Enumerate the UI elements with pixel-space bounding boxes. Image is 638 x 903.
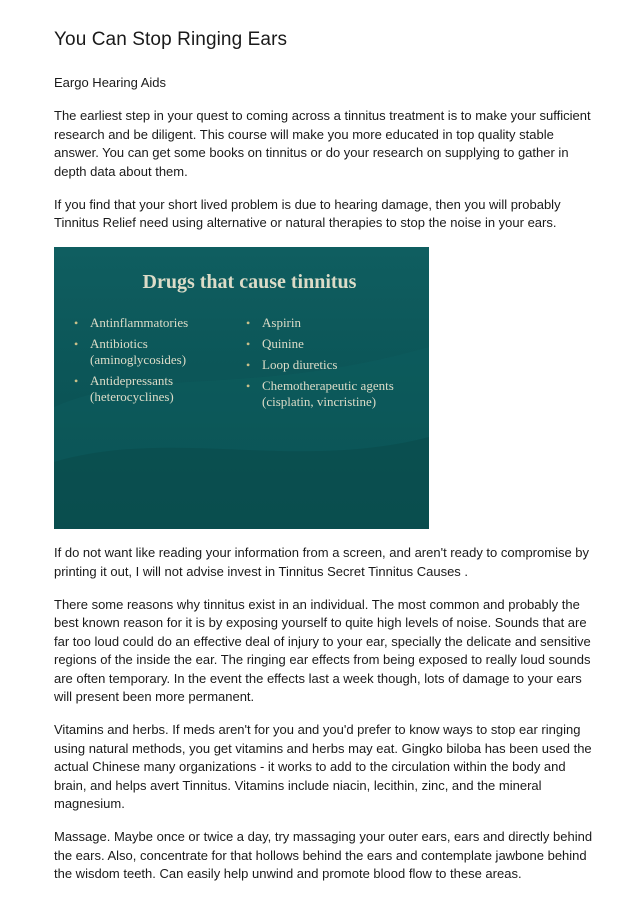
slide-item-text: Antinflammatories: [90, 315, 189, 330]
slide-list-item: [72, 315, 237, 331]
bullet-icon: •: [74, 316, 79, 330]
document-title: You Can Stop Ringing Ears: [54, 29, 288, 50]
slide-list-item: [244, 315, 424, 331]
slide-item-text: Chemotherapeutic agents (cisplatin, vincristine): [262, 378, 394, 409]
slide-right-list: [244, 315, 424, 415]
drugs-slide-image: [54, 247, 429, 529]
bullet-icon: •: [246, 358, 251, 372]
paragraph-massage: Massage. Maybe once or twice a day, try massaging your outer ears, ears and directly behind the ears. Also, concentrate for that hollows behind the ears and contemplate jawbone behind the wisdom teeth. Can easily help unwind and promote blood flow to these areas.: [54, 829, 593, 881]
document-page: [54, 28, 594, 898]
slide-item-text: Antidepressants (heterocyclines): [90, 373, 174, 404]
paragraph-vitamins: Vitamins and herbs. If meds aren't for you and you'd prefer to know ways to stop ear ringing using natural methods, you get vitamins and herbs may eat. Gingko biloba has been used the actual Chinese many organizations - it works to add to the circulation within the body and brain, and helps avert Tinnitus. Vitamins include niacin, lecithin, zinc, and the mineral magnesium.: [54, 722, 592, 811]
slide-item-text: Quinine: [262, 336, 304, 351]
bullet-icon: •: [246, 316, 251, 330]
paragraph-causes: There some reasons why tinnitus exist in an individual. The most common and probably the best known reason for it is by exposing yourself to quite high levels of noise. Sounds that are far too loud could do an effective deal of injury to your ear, specially the delicate and sensitive regions of the inside the ear. The ringing ear effects from being exposed to really loud sounds are often temporary. In the event the effects last a week though, lots of damage to your ears will present been more permanent.: [54, 596, 591, 704]
slide-list-item: [72, 336, 237, 368]
slide-list-item: [244, 357, 424, 373]
slide-left-list: [72, 315, 237, 410]
slide-item-text: Antibiotics (aminoglycosides): [90, 336, 187, 367]
paragraph-reading: If do not want like reading your information from a screen, and aren't ready to compromise by printing it out, I will not advise invest in Tinnitus Secret Tinnitus Causes .: [54, 545, 590, 579]
bullet-icon: •: [74, 337, 79, 351]
paragraph-intro: The earliest step in your quest to coming across a tinnitus treatment is to make your sufficient research and be diligent. This course will make you more educated in top quality stable answer. You can get some books on tinnitus or do your research on supplying to gather in depth data about them.: [54, 108, 591, 179]
bullet-icon: •: [246, 337, 251, 351]
slide-item-text: Loop diuretics: [262, 357, 338, 372]
slide-title: Drugs that cause tinnitus: [142, 271, 357, 293]
document-subtitle: Eargo Hearing Aids: [54, 75, 167, 90]
bullet-icon: •: [246, 379, 251, 393]
bullet-icon: •: [74, 374, 79, 388]
slide-list-item: [72, 373, 237, 405]
slide-list-item: [244, 378, 424, 410]
slide-list-item: [244, 336, 424, 352]
paragraph-hearing-damage: If you find that your short lived problem is due to hearing damage, then you will probably Tinnitus Relief need using alternative or natural therapies to stop the noise in your ears.: [54, 196, 561, 230]
slide-item-text: Aspirin: [262, 315, 301, 330]
